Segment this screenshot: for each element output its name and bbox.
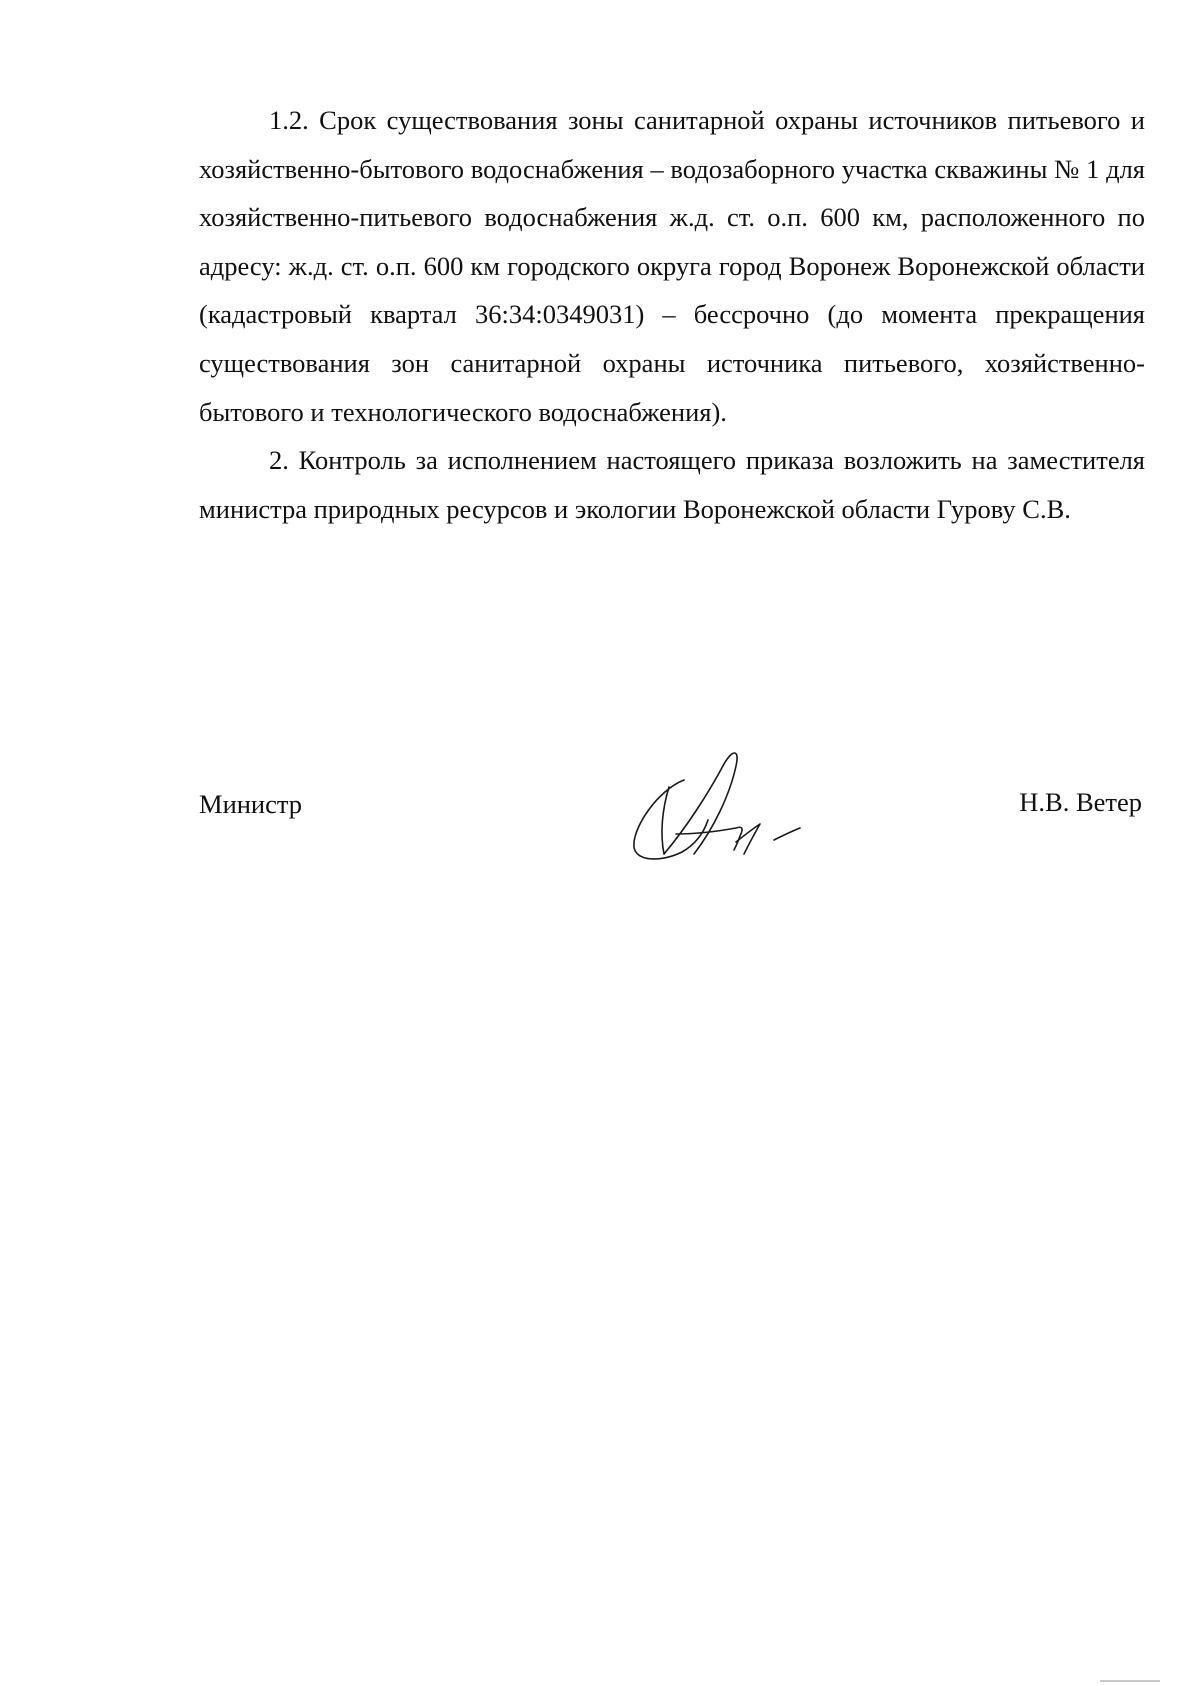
signatory-position: Министр (199, 789, 303, 819)
signature-block (199, 780, 1145, 910)
paragraph-1-2: 1.2. Срок существования зоны санитарной охраны источников питьевого и хозяйственно-бытового водоснабжения – водозаборного участка скважины № 1 для хозяйственно-питьевого водоснабжения ж.д. ст. о.п. 600 км, расположенного по адресу: ж.д. ст. о.п. 600 км городского округа город Воронеж Воронежской области (кадастровый квартал 36:34:0349031) – бессрочно (до момента прекращения существования зон санитарной охраны источника питьевого, хозяйственно-бытового и технологического водоснабжения). (199, 105, 1145, 427)
scan-edge-mark (1100, 1680, 1160, 1682)
signatory-name: Н.В. Ветер (1019, 787, 1142, 817)
document-body (199, 96, 1145, 533)
handwritten-signature (624, 742, 809, 867)
paragraph-2: 2. Контроль за исполнением настоящего приказа возложить на заместителя министра природных ресурсов и экологии Воронежской области Гурову С.В. (199, 445, 1145, 524)
